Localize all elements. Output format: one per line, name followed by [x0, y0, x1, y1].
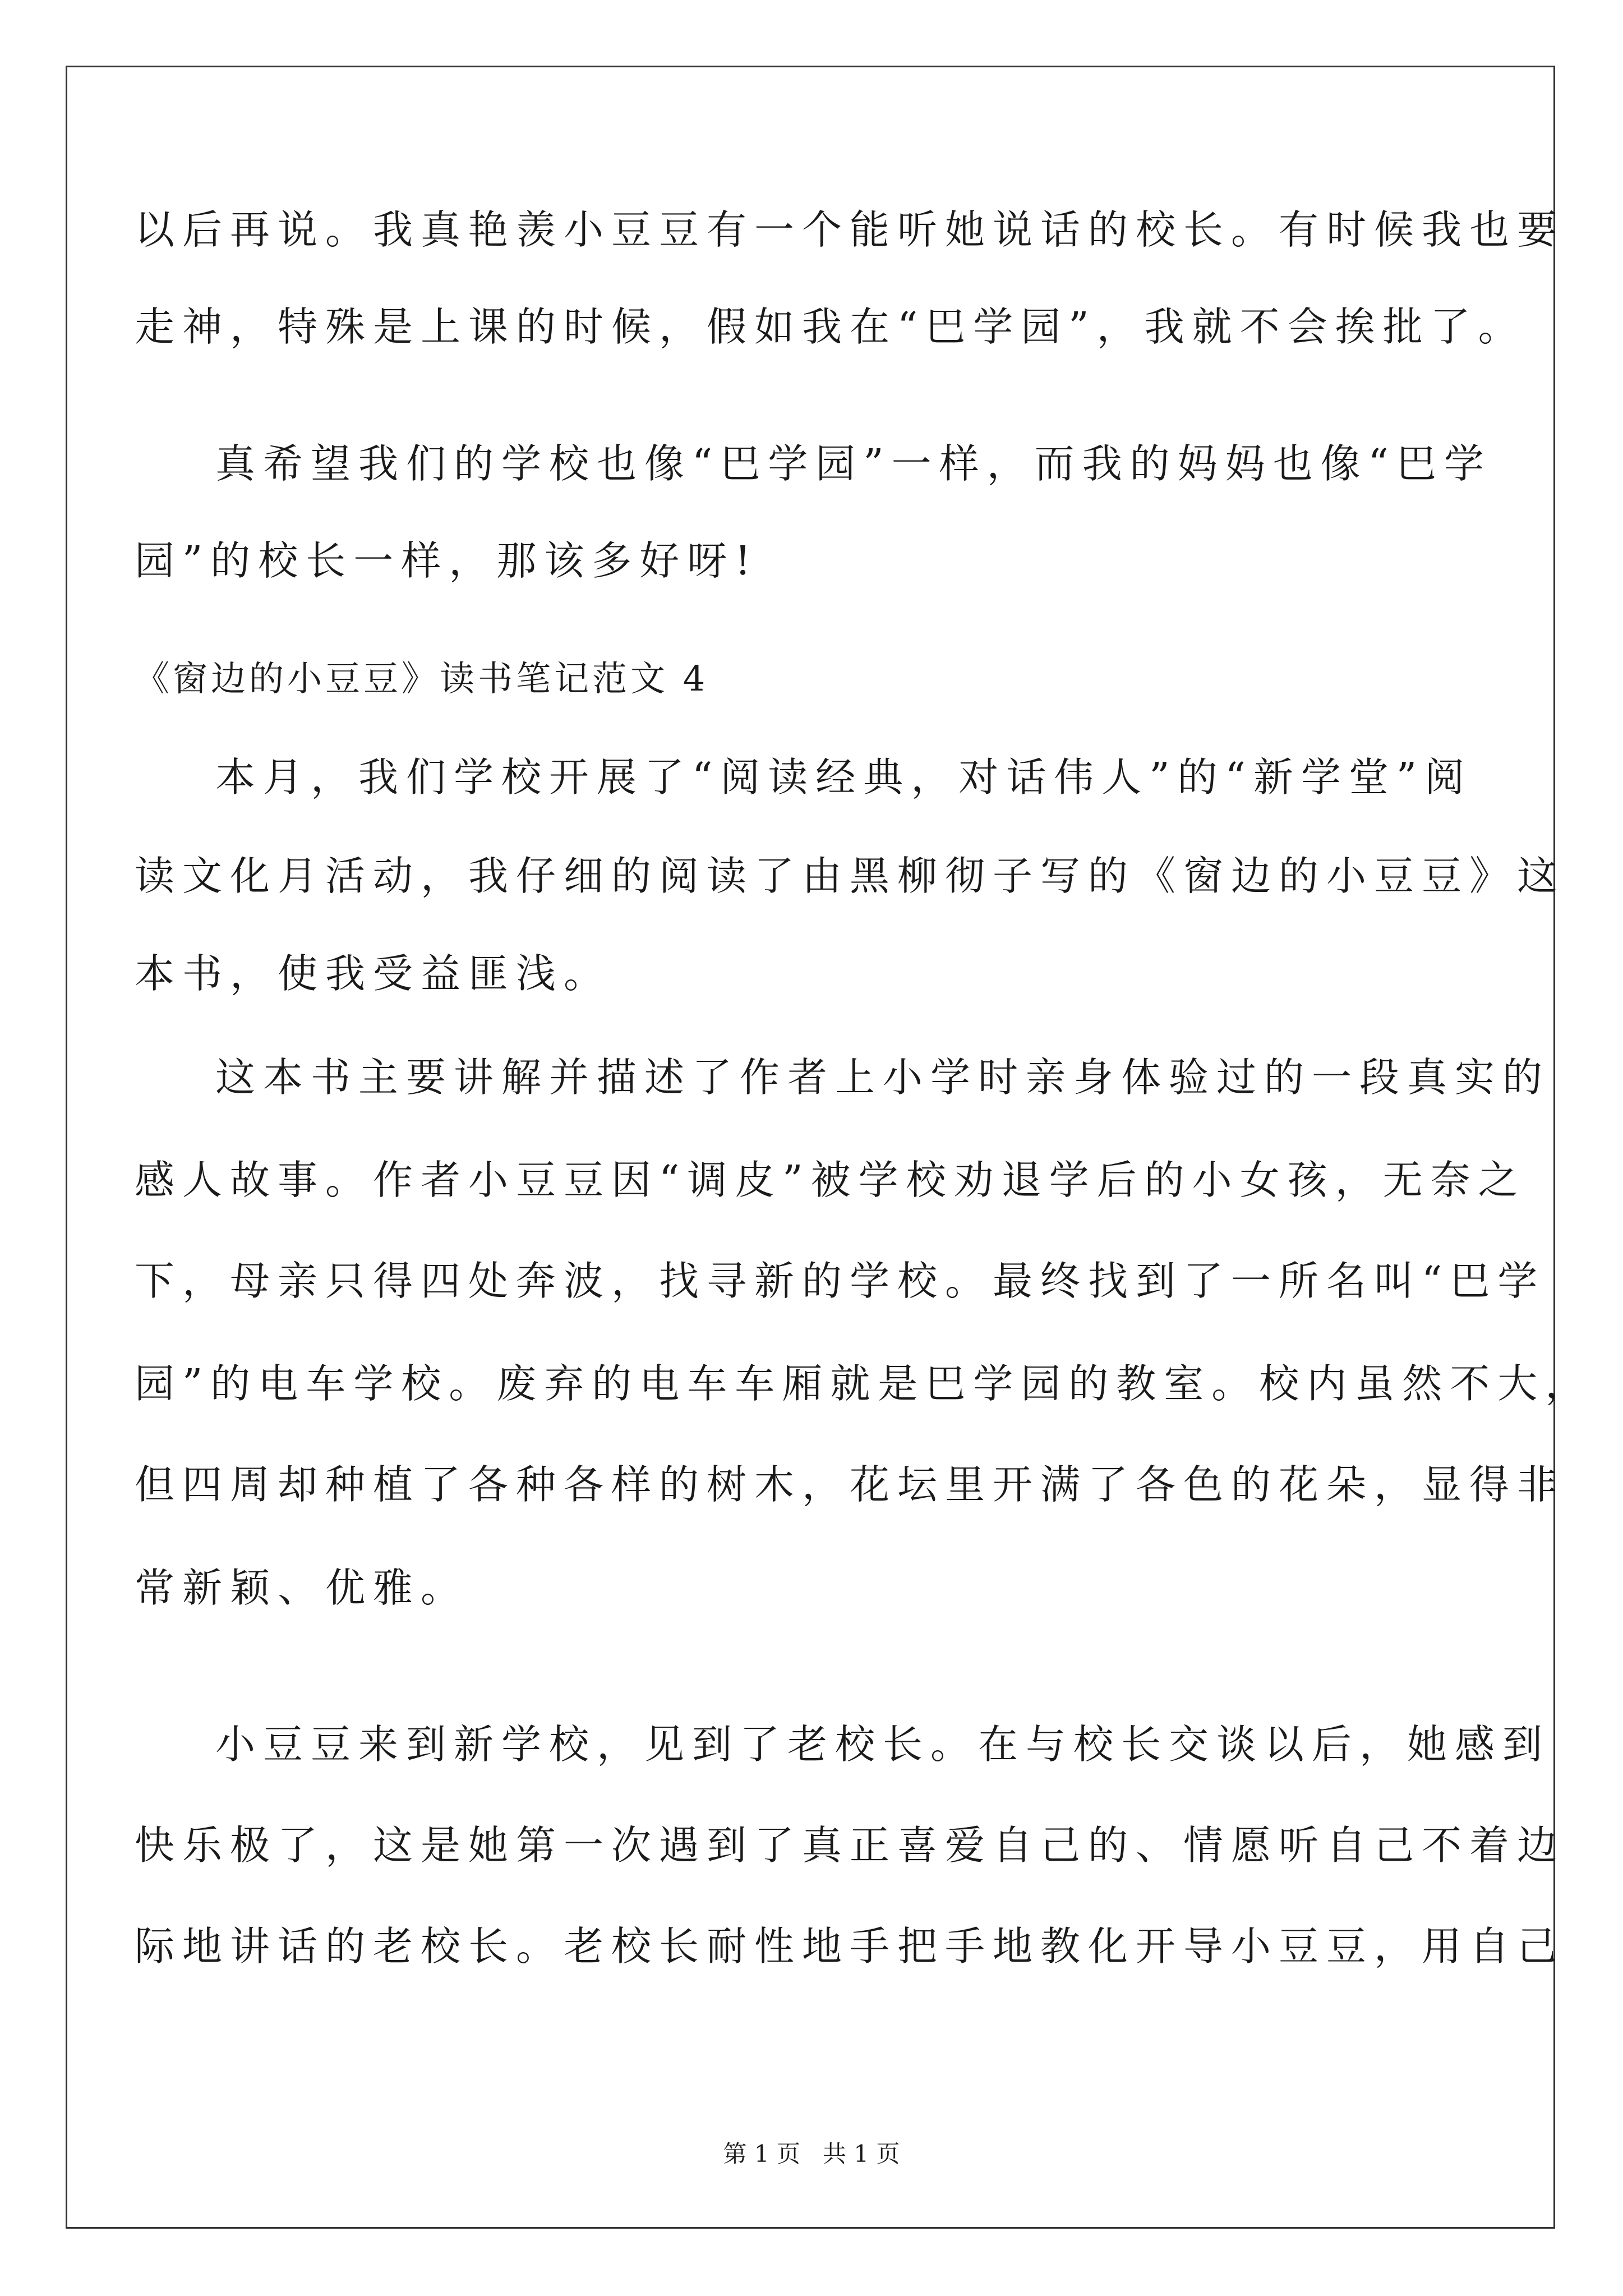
text-line: 以后再说。我真艳羡小豆豆有一个能听她说话的校长。有时候我也要	[135, 206, 1565, 253]
page-footer: 第 1 页 共 1 页	[723, 2140, 900, 2168]
text-line: 常新颖、优雅。	[135, 1565, 469, 1611]
text-line: 本月，我们学校开展了“阅读经典，对话伟人”的“新学堂”阅	[215, 754, 1473, 800]
text-line: 这本书主要讲解并描述了作者上小学时亲身体验过的一段真实的	[215, 1054, 1551, 1101]
page-border	[66, 66, 1555, 2229]
text-line: 快乐极了，这是她第一次遇到了真正喜爱自己的、情愿听自己不着边	[135, 1822, 1565, 1869]
text-line: 小豆豆来到新学校，见到了老校长。在与校长交谈以后，她感到	[215, 1721, 1551, 1768]
text-line: 本书，使我受益匪浅。	[135, 950, 612, 997]
section-heading: 《窗边的小豆豆》读书笔记范文 4	[135, 658, 709, 699]
text-line: 园”的校长一样，那该多好呀!	[135, 537, 759, 584]
text-line: 园”的电车学校。废弃的电车车厢就是巴学园的教室。校内虽然不大，	[135, 1360, 1593, 1407]
text-line: 际地讲话的老校长。老校长耐性地手把手地教化开导小豆豆，用自己	[135, 1923, 1565, 1970]
text-line: 感人故事。作者小豆豆因“调皮”被学校劝退学后的小女孩，无奈之	[135, 1157, 1526, 1203]
text-line: 下，母亲只得四处奔波，找寻新的学校。最终找到了一所名叫“巴学	[135, 1258, 1546, 1304]
text-line: 读文化月活动，我仔细的阅读了由黑柳彻子写的《窗边的小豆豆》这	[135, 853, 1565, 899]
text-line: 但四周却种植了各种各样的树木，花坛里开满了各色的花朵，显得非	[135, 1461, 1565, 1508]
text-line: 走神，特殊是上课的时候，假如我在“巴学园”，我就不会挨批了。	[135, 303, 1526, 350]
text-line: 真希望我们的学校也像“巴学园”一样，而我的妈妈也像“巴学	[215, 440, 1492, 487]
